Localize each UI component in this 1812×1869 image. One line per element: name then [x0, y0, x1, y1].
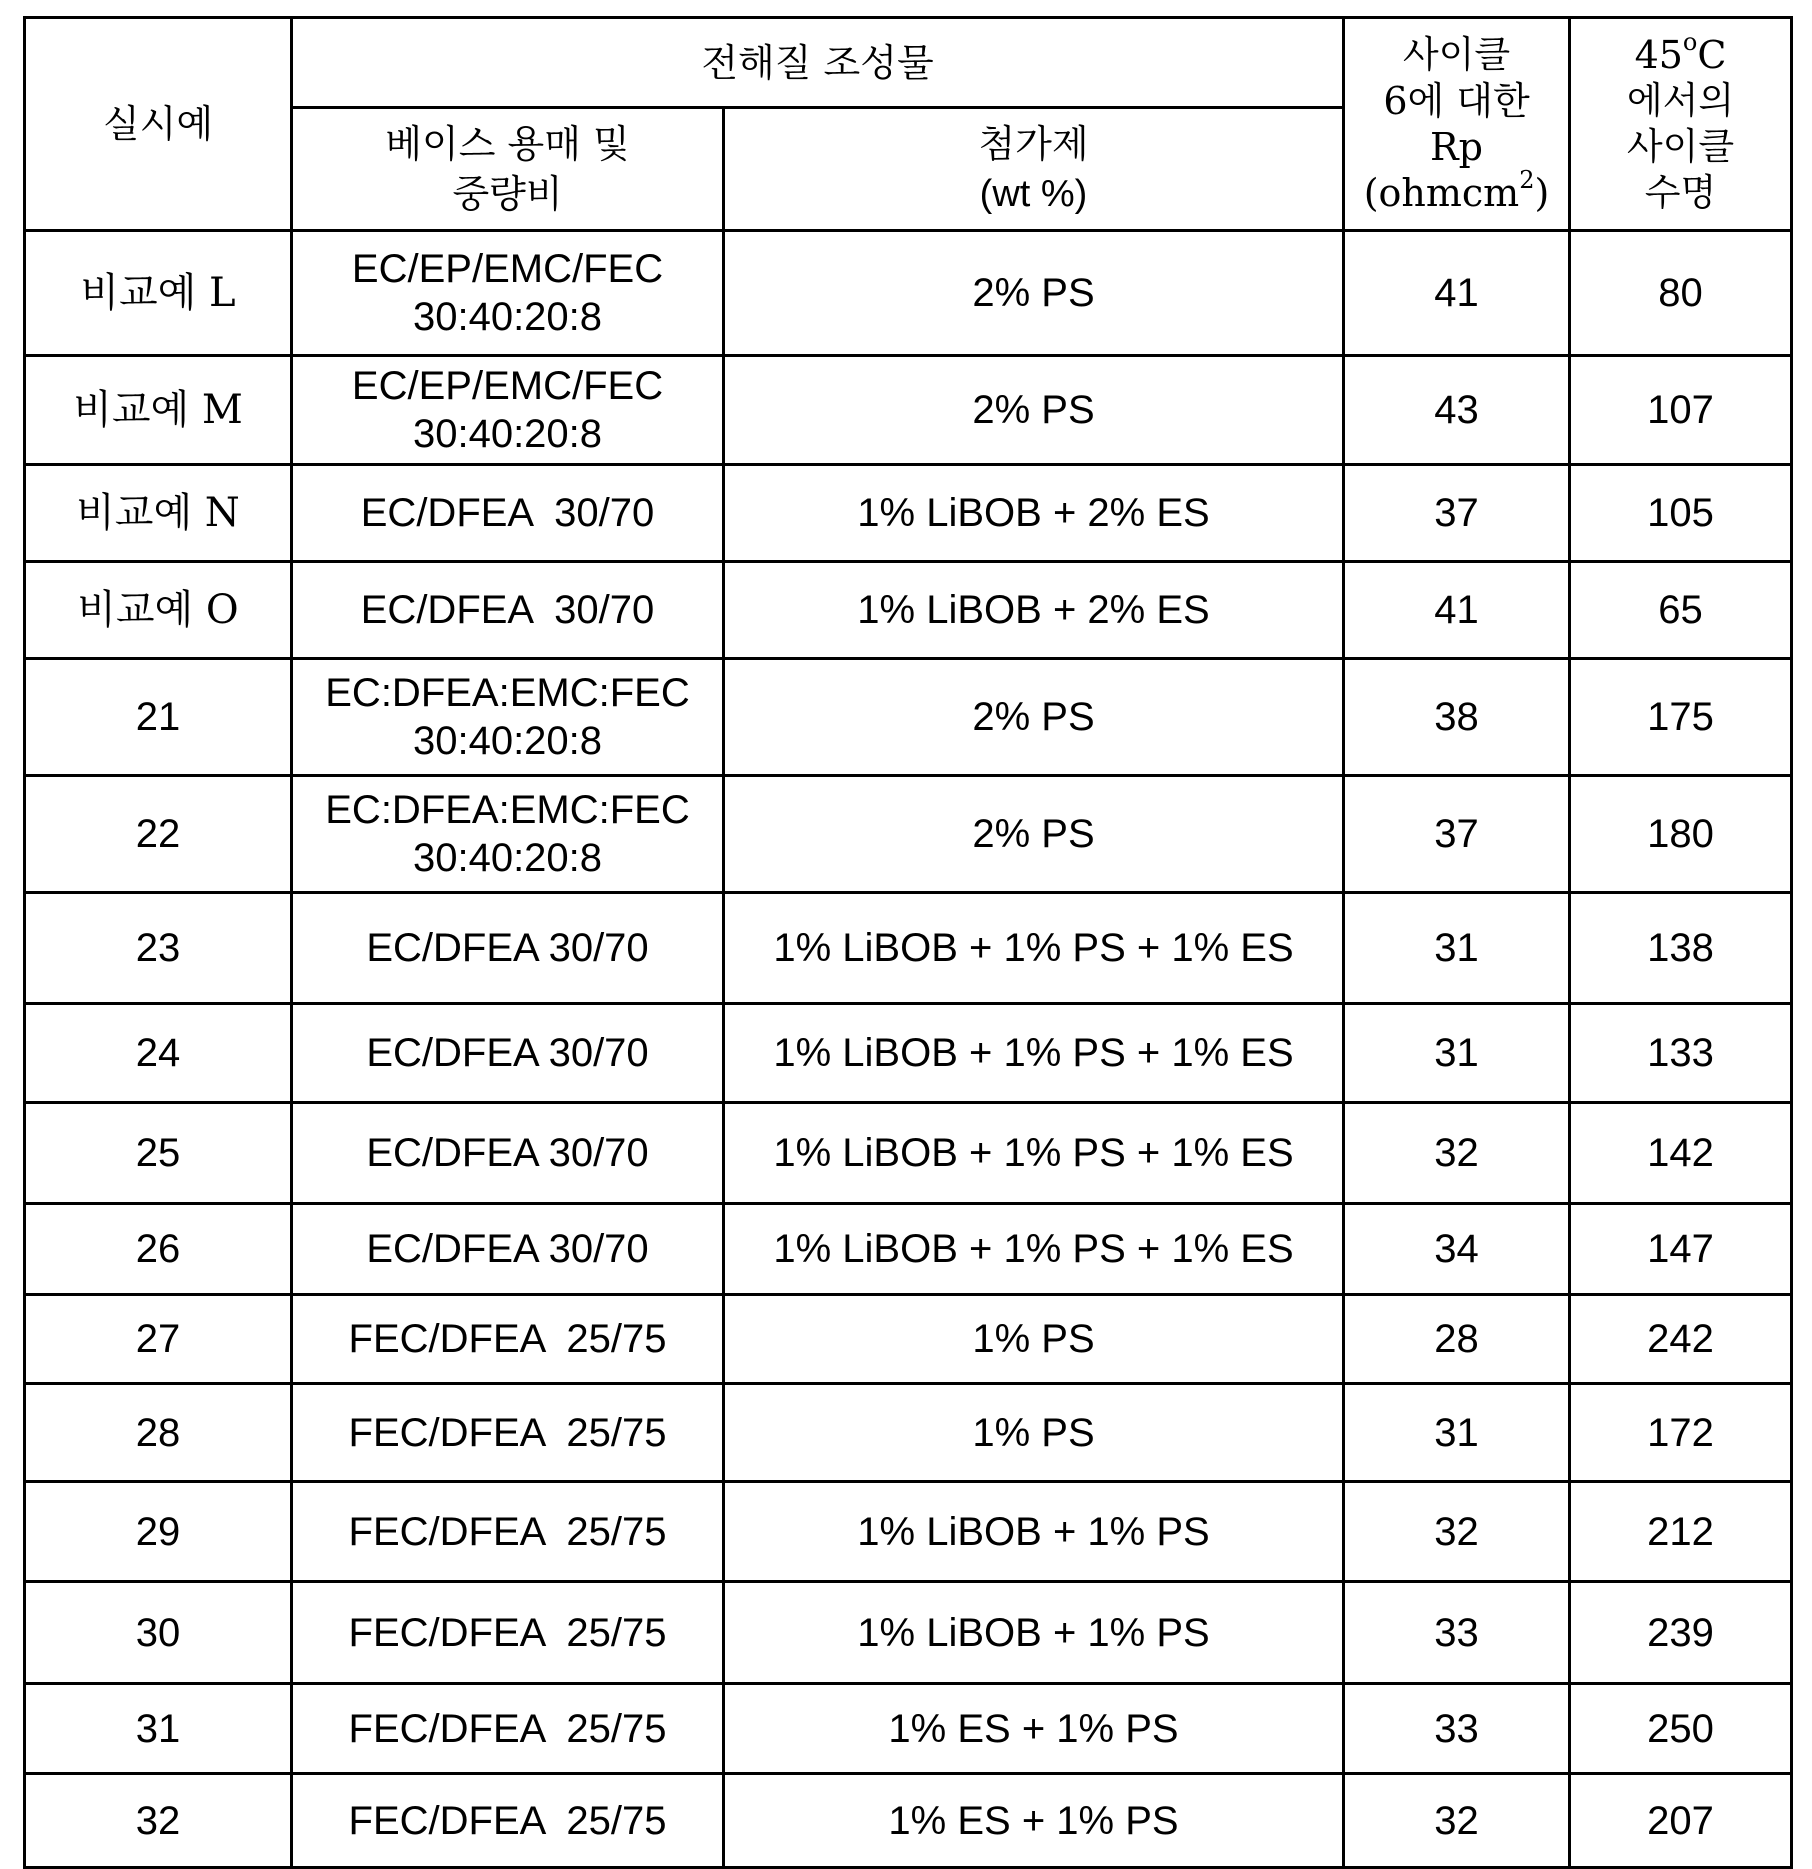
cell-base-solvent [292, 356, 724, 465]
cell-cycle-life: 138 [1570, 893, 1792, 1004]
cell-example: 21 [25, 659, 292, 776]
table-row [25, 659, 1792, 776]
table-row [25, 1204, 1792, 1295]
cell-rp: 34 [1344, 1204, 1570, 1295]
solvent-line: 30:40:20:8 [412, 295, 603, 339]
solvent-line: 30:40:20:8 [412, 412, 603, 456]
cell-cycle-life: 142 [1570, 1103, 1792, 1204]
cell-base-solvent [292, 465, 724, 562]
cell-rp: 33 [1344, 1582, 1570, 1684]
solvent-line: 30:40:20:8 [412, 719, 603, 763]
cell-base-solvent [292, 231, 724, 356]
cell-rp: 32 [1344, 1774, 1570, 1868]
cell-additive: 2% PS [724, 356, 1344, 465]
cell-additive: 1% ES + 1% PS [724, 1774, 1344, 1868]
cell-rp: 37 [1344, 776, 1570, 893]
cell-base-solvent [292, 893, 724, 1004]
cell-rp: 33 [1344, 1684, 1570, 1774]
cell-example: 23 [25, 893, 292, 1004]
header-rp-line3: Rp [1430, 125, 1483, 169]
cell-example: 22 [25, 776, 292, 893]
header-base-solvent [292, 108, 724, 231]
cell-example: 28 [25, 1384, 292, 1482]
cell-base-solvent [292, 562, 724, 659]
header-example-label: 실시예 [102, 102, 214, 146]
cell-additive: 1% LiBOB + 1% PS + 1% ES [724, 1103, 1344, 1204]
cell-cycle-life: 212 [1570, 1482, 1792, 1582]
solvent-line: EC/DFEA 30/70 [366, 1031, 649, 1075]
cell-additive: 1% PS [724, 1384, 1344, 1482]
cell-base-solvent [292, 659, 724, 776]
cell-example: 비교예 N [25, 465, 292, 562]
cell-additive: 1% LiBOB + 1% PS + 1% ES [724, 1004, 1344, 1103]
cell-rp: 31 [1344, 1004, 1570, 1103]
table-row [25, 776, 1792, 893]
cell-cycle-life: 172 [1570, 1384, 1792, 1482]
cell-cycle-life: 180 [1570, 776, 1792, 893]
header-example [25, 18, 292, 231]
cell-rp: 32 [1344, 1103, 1570, 1204]
cell-rp: 41 [1344, 231, 1570, 356]
table-row [25, 562, 1792, 659]
header-electrolyte-label: 전해질 조성물 [701, 40, 934, 85]
solvent-line: FEC/DFEA 25/75 [348, 1798, 667, 1843]
cell-cycle-life: 133 [1570, 1004, 1792, 1103]
cell-additive: 1% ES + 1% PS [724, 1684, 1344, 1774]
header-cycle-life [1570, 18, 1792, 231]
header-base-solvent-line2: 중량비 [452, 172, 563, 216]
header-additive [724, 108, 1344, 231]
cell-example: 비교예 L [25, 231, 292, 356]
table-row [25, 1004, 1792, 1103]
solvent-line: FEC/DFEA 25/75 [348, 1610, 667, 1655]
solvent-line: EC/DFEA 30/70 [360, 491, 655, 535]
solvent-line: FEC/DFEA 25/75 [348, 1509, 667, 1554]
table-row [25, 893, 1792, 1004]
cell-example: 비교예 M [25, 356, 292, 465]
solvent-line: EC/EP/EMC/FEC [351, 364, 664, 408]
cell-base-solvent [292, 1204, 724, 1295]
header-rp-unit: (ohmcm$^2$) [1363, 166, 1550, 215]
header-additive-line1: 첨가제 [978, 122, 1089, 166]
table-row [25, 1295, 1792, 1384]
header-base-solvent-line1: 베이스 용매 및 [385, 122, 630, 166]
cell-base-solvent [292, 1384, 724, 1482]
solvent-line: EC:DFEA:EMC:FEC [325, 671, 690, 715]
cell-cycle-life: 239 [1570, 1582, 1792, 1684]
header-life-line3: 사이클 [1626, 125, 1735, 168]
table-row [25, 1482, 1792, 1582]
cell-cycle-life: 107 [1570, 356, 1792, 465]
solvent-line: FEC/DFEA 25/75 [348, 1706, 667, 1751]
electrolyte-results-table [23, 16, 1793, 1869]
table-row [25, 1582, 1792, 1684]
cell-base-solvent [292, 1774, 724, 1868]
cell-additive: 2% PS [724, 231, 1344, 356]
cell-cycle-life: 80 [1570, 231, 1792, 356]
cell-rp: 37 [1344, 465, 1570, 562]
table-row [25, 1684, 1792, 1774]
solvent-line: 30:40:20:8 [412, 836, 603, 880]
cell-additive: 2% PS [724, 776, 1344, 893]
solvent-line: EC/DFEA 30/70 [366, 1227, 649, 1271]
table-row [25, 1103, 1792, 1204]
solvent-line: EC/EP/EMC/FEC [351, 247, 664, 291]
cell-cycle-life: 65 [1570, 562, 1792, 659]
solvent-line: FEC/DFEA 25/75 [348, 1410, 667, 1455]
header-rp-line1: 사이클 [1402, 33, 1511, 76]
table-row [25, 465, 1792, 562]
header-life-line2: 에서의 [1626, 79, 1735, 122]
cell-example: 31 [25, 1684, 292, 1774]
cell-base-solvent [292, 776, 724, 893]
header-rp-line2: 6에 대한 [1383, 79, 1530, 123]
table-row [25, 1384, 1792, 1482]
header-life-line4: 수명 [1644, 171, 1717, 214]
cell-cycle-life: 147 [1570, 1204, 1792, 1295]
cell-cycle-life: 105 [1570, 465, 1792, 562]
solvent-line: EC:DFEA:EMC:FEC [325, 788, 690, 832]
cell-example: 30 [25, 1582, 292, 1684]
cell-rp: 41 [1344, 562, 1570, 659]
cell-example: 27 [25, 1295, 292, 1384]
cell-base-solvent [292, 1295, 724, 1384]
cell-additive: 1% LiBOB + 1% PS + 1% ES [724, 1204, 1344, 1295]
solvent-line: EC/DFEA 30/70 [366, 926, 649, 970]
cell-example: 29 [25, 1482, 292, 1582]
cell-example: 24 [25, 1004, 292, 1103]
cell-additive: 1% LiBOB + 2% ES [724, 465, 1344, 562]
solvent-line: FEC/DFEA 25/75 [348, 1317, 667, 1361]
cell-rp: 43 [1344, 356, 1570, 465]
cell-base-solvent [292, 1482, 724, 1582]
cell-example: 비교예 O [25, 562, 292, 659]
cell-additive: 1% PS [724, 1295, 1344, 1384]
cell-example: 32 [25, 1774, 292, 1868]
table-row [25, 356, 1792, 465]
cell-additive: 1% LiBOB + 1% PS [724, 1482, 1344, 1582]
table-row [25, 231, 1792, 356]
cell-cycle-life: 242 [1570, 1295, 1792, 1384]
cell-rp: 31 [1344, 893, 1570, 1004]
cell-example: 25 [25, 1103, 292, 1204]
header-additive-line2: (wt %) [979, 173, 1088, 215]
cell-rp: 32 [1344, 1482, 1570, 1582]
header-rp [1344, 18, 1570, 231]
cell-cycle-life: 207 [1570, 1774, 1792, 1868]
cell-example: 26 [25, 1204, 292, 1295]
cell-additive: 1% LiBOB + 2% ES [724, 562, 1344, 659]
cell-rp: 38 [1344, 659, 1570, 776]
cell-cycle-life: 250 [1570, 1684, 1792, 1774]
cell-base-solvent [292, 1004, 724, 1103]
table-row [25, 1774, 1792, 1868]
cell-cycle-life: 175 [1570, 659, 1792, 776]
cell-base-solvent [292, 1103, 724, 1204]
solvent-line: EC/DFEA 30/70 [360, 588, 655, 632]
cell-base-solvent [292, 1582, 724, 1684]
cell-rp: 28 [1344, 1295, 1570, 1384]
header-life-temp: 45$^o$C [1634, 28, 1727, 77]
cell-base-solvent [292, 1684, 724, 1774]
cell-rp: 31 [1344, 1384, 1570, 1482]
header-electrolyte-composition [292, 18, 1344, 108]
cell-additive: 1% LiBOB + 1% PS [724, 1582, 1344, 1684]
cell-additive: 2% PS [724, 659, 1344, 776]
solvent-line: EC/DFEA 30/70 [366, 1131, 649, 1175]
cell-additive: 1% LiBOB + 1% PS + 1% ES [724, 893, 1344, 1004]
